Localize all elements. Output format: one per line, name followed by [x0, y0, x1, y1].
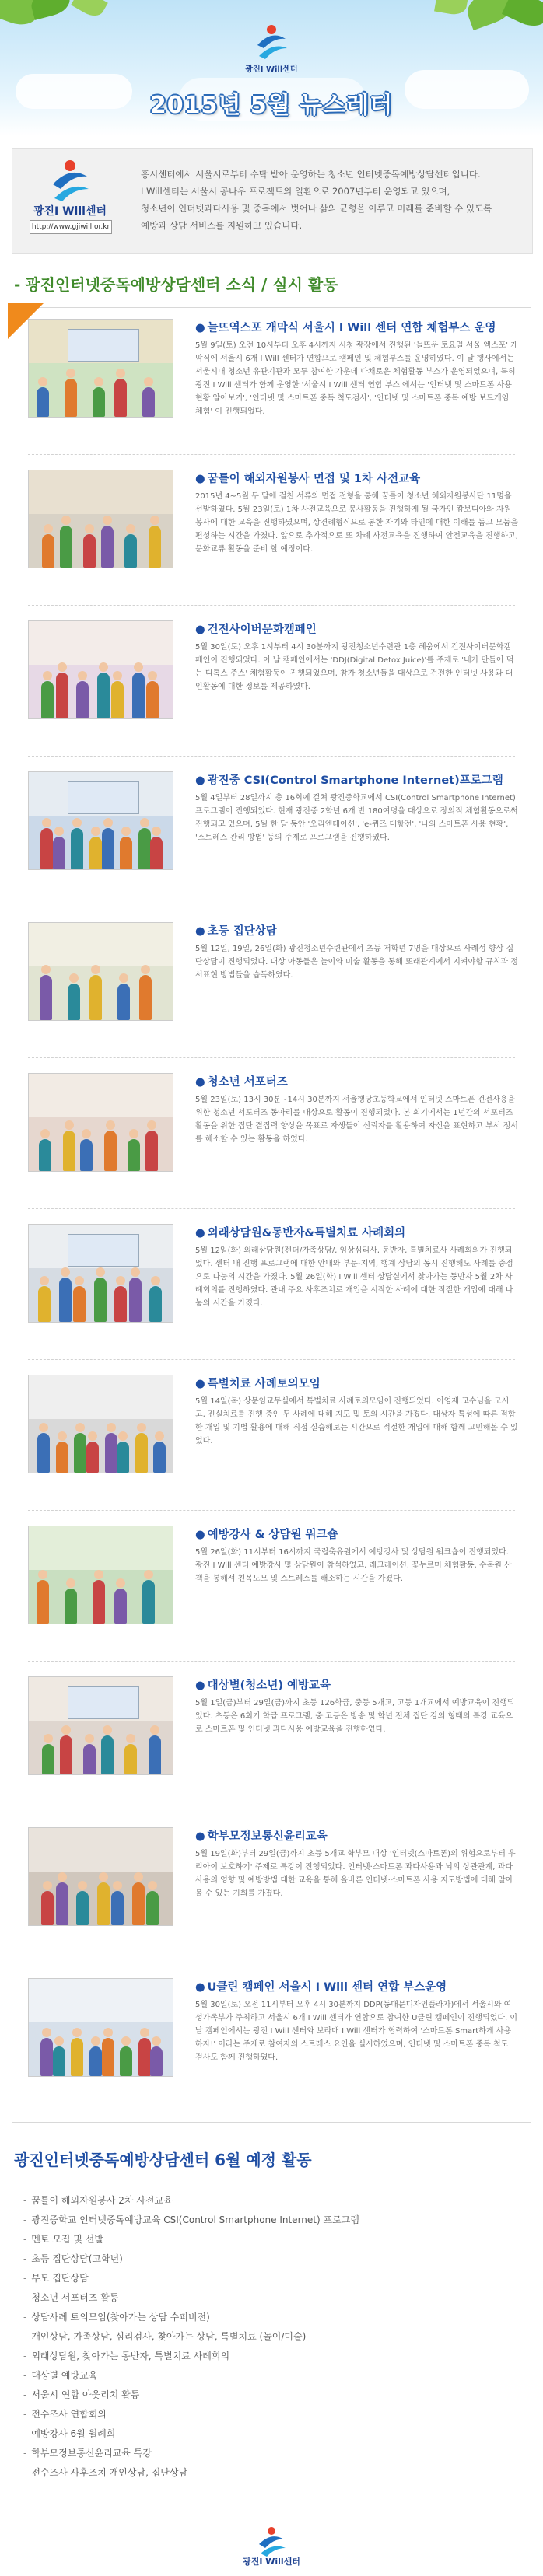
person-figure	[149, 526, 161, 568]
activity-title-text: 대상별(청소년) 예방교육	[207, 1679, 331, 1692]
june-plan-item	[23, 2386, 531, 2405]
person-figure	[129, 1278, 142, 1322]
bullet-icon: ●	[195, 774, 205, 787]
june-plan-item	[23, 2288, 531, 2308]
person-figure	[86, 1442, 99, 1473]
bullet-icon: ●	[195, 473, 205, 485]
activity-description: 5월 30일(토) 오전 11시부터 오후 4시 30분까지 DDP(동대문디자인플라자)에서 서울시와 여성가족부가 주최하고 서울시 6개 I Will 센터가 연합으로 참여한 U클린 캠페인이 진행되었다. 이 날 캠페인에서는 광진 I Will 센터와 보라매 I Will 센터가 협력하여 '스마트폰 Smart하게 사용하자!' 이라는 주제로 참여자의 스트레스 요인을 실시하였으며, 인터넷 및 스마트폰 중독 척도 검사도 함께 진행하였다.	[195, 2001, 518, 2062]
activity-description: 5월 23일(토) 13시 30분~14시 30분까지 서울행당초등학교에서 인터넷 스마트폰 건전사용을 위한 청소년 서포터즈 동아리를 대상으로 활동이 진행되었다. 본 회기에서는 1년간의 서포터즈 활동을 위한 집단 결집력 향상을 목표로 자생들이 신뢰자를 활용하여 자신을 표현하고 부서 정서를 해소할 수 있는 활동을 하였다.	[195, 1096, 518, 1144]
person-figure	[114, 1286, 127, 1322]
iwill-logo-icon	[225, 2525, 318, 2557]
person-figure	[124, 534, 137, 568]
person-figure	[76, 1891, 89, 1925]
activity-title-text: 초등 집단상담	[207, 925, 277, 938]
person-head	[43, 1881, 52, 1890]
person-figure	[117, 984, 130, 1020]
person-head	[141, 965, 150, 974]
activity-description: 2015년 4~5월 두 달에 걸친 서류와 면접 전형을 통해 꿈틀이 청소년 해외자원봉사단 11명을 선발하였다. 5월 23일(토) 1차 사전교육으로 봉사활동을 진행하게 될 국가인 캄보디아와 자원봉사에 대한 교육을 진행하였으며, 상견례형식으로 통한 자기와 타인에 대한 이해를 돕고 모둠을 편성하는 시간을 가졌다. 앞으로 추가적으로 또 차례 사전교육을 진행하여 안전교육을 진행하고, 문화교류 활동을 준비 할 예정이다.	[195, 492, 518, 554]
activity-title-text: 광진중 CSI(Control Smartphone Internet)프로그램	[207, 774, 503, 787]
intro-box	[12, 148, 533, 254]
person-figure	[41, 681, 54, 718]
activity-title	[195, 771, 518, 788]
person-figure	[53, 2046, 65, 2076]
dash-icon: -	[23, 2312, 27, 2323]
person-head	[38, 1570, 47, 1579]
dash-icon: -	[14, 275, 21, 294]
june-plan-item	[23, 2308, 531, 2327]
intro-line: 예방과 상담 서비스를 지원하고 있습니다.	[141, 220, 303, 231]
section-activities-title: 광진인터넷중독예방상담센터 소식 / 실시 활동	[25, 275, 338, 294]
activity-description: 5월 12일(화) 외래상담원(젠더/가족상담/, 임상심리사, 동반자, 특별치료사 사례회의가 진행되었다. 센터 내 진행 프로그램에 대한 안내와 부문-지역, 행계 상담의 동시 진행해도 사례를 중점으로 나눔의 시간을 가졌다. 5월 26일(화) I Will 센터 상담실에서 찾아가는 동반자 5월 2차 사례회의를 진행하였다. 관내 주요 사후조치로 개입을 시작한 사례에 대한 적절한 개입에 대해 나눔의 시간을 가졌다.	[195, 1246, 513, 1308]
newsletter-title: 2015년 5월 뉴스레터	[149, 92, 394, 119]
june-plan-text: 청소년 서포터즈 활동	[31, 2292, 119, 2303]
person-head	[147, 1120, 156, 1130]
bullet-icon: ●	[195, 1529, 205, 1541]
person-figure	[120, 2046, 132, 2076]
header-banner	[0, 0, 543, 136]
activity-title	[195, 319, 518, 335]
person-figure	[74, 1433, 86, 1473]
person-figure	[97, 673, 110, 718]
june-plan-text: 전수조사 사후조치 개인상담, 집단상담	[31, 2467, 188, 2478]
activity-photo	[28, 1375, 173, 1473]
person-figure	[135, 1433, 148, 1473]
activity-title	[195, 1375, 518, 1391]
activity-title-text: 학부모정보통신윤리교육	[207, 1830, 328, 1843]
photo-screen	[68, 1686, 139, 1719]
person-figure	[42, 534, 54, 568]
person-head	[126, 1734, 135, 1743]
person-head	[65, 1120, 74, 1130]
person-figure	[56, 1442, 68, 1473]
dash-icon: -	[23, 2428, 27, 2439]
leaf-decoration	[434, 0, 468, 16]
activity-item	[12, 1967, 531, 2118]
dash-icon: -	[23, 2467, 27, 2478]
person-head	[126, 524, 135, 533]
activity-title-text: 예방강사 & 상담원 워크숍	[207, 1529, 338, 1541]
june-plan-text: 멘토 모집 및 선발	[31, 2234, 103, 2245]
person-figure	[60, 1735, 72, 1774]
activity-photo	[28, 1676, 173, 1775]
person-head	[58, 1872, 67, 1882]
person-head	[103, 1725, 112, 1735]
activity-photo	[28, 922, 173, 1021]
dash-icon: -	[23, 2409, 27, 2420]
person-figure	[37, 387, 49, 417]
person-figure	[63, 1131, 75, 1171]
person-figure	[142, 1580, 155, 1624]
photo-background	[29, 1375, 173, 1473]
iwill-logo-icon	[23, 158, 117, 203]
activity-description: 5월 19일(화)부터 29일(금)까지 초등 5개교 학부모 대상 '인터넷(스마트폰)의 위험으로부터 우리아이 보호하기' 주제로 특강이 진행되었다. 인터넷·스마트폰 과다사용과 뇌의 상관관계, 과다사용의 영향 및 예방방법 대한 교육을 통해 올바른 인터넷·스마트폰 사용 지도방법에 대해 알아볼 수 있는 기회를 가졌다.	[195, 1850, 516, 1898]
item-divider	[28, 1510, 515, 1511]
dash-icon: -	[23, 2448, 27, 2459]
june-plan-text: 학부모정보통신윤리교육 특강	[31, 2448, 152, 2459]
bullet-icon: ●	[195, 1227, 205, 1239]
person-figure	[37, 1580, 49, 1624]
person-head	[42, 818, 51, 827]
person-figure	[97, 1882, 110, 1925]
june-plan-text: 전수조사 연합회의	[31, 2409, 107, 2420]
intro-text	[141, 166, 514, 234]
person-head	[137, 1423, 146, 1432]
person-figure	[153, 1442, 166, 1473]
person-figure	[104, 1131, 117, 1171]
person-figure	[128, 1139, 140, 1171]
activity-item	[12, 610, 531, 760]
june-plan-item	[23, 2269, 531, 2288]
bullet-icon: ●	[195, 1378, 205, 1390]
person-figure	[40, 2038, 53, 2076]
person-head	[66, 1578, 75, 1588]
activity-title	[195, 620, 518, 637]
june-plan-text: 서울시 연합 아웃리치 활동	[31, 2389, 140, 2400]
person-figure	[56, 1882, 68, 1925]
center-url-link[interactable]: http://www.gjiwill.or.kr	[30, 220, 112, 234]
june-plan-item	[23, 2405, 531, 2424]
person-figure	[139, 975, 152, 1020]
item-divider	[28, 1057, 515, 1058]
activity-photo	[28, 1224, 173, 1323]
bullet-icon: ●	[195, 1830, 205, 1843]
item-divider	[28, 756, 515, 757]
person-head	[40, 1129, 50, 1138]
activities-box	[12, 307, 531, 2123]
leaf-decoration	[502, 0, 543, 32]
photo-screen	[68, 329, 139, 362]
person-head	[58, 1431, 67, 1441]
person-head	[106, 1120, 115, 1130]
person-figure	[124, 1744, 137, 1774]
activity-title-text: 청소년 서포터즈	[207, 1076, 288, 1089]
person-figure	[93, 387, 105, 417]
activity-title	[195, 922, 518, 938]
person-head	[103, 2028, 113, 2037]
activity-description: 5월 1일(금)부터 29일(금)까지 초등 126학급, 중등 5개교, 고등 1개교에서 예방교육이 진행되었다. 초등은 6회기 학급 프로그램, 중·고등은 방송 및 학년 전체 집단 강의 형태의 특강 교육으로 스마트폰 및 인터넷 과다사용 예방교육을 진행하였다.	[195, 1699, 515, 1734]
person-head	[116, 1578, 125, 1588]
dash-icon: -	[23, 2214, 27, 2225]
activity-title	[195, 1224, 518, 1240]
person-figure	[149, 1286, 162, 1322]
person-head	[44, 524, 53, 533]
bullet-icon: ●	[195, 1981, 205, 1994]
header-logo	[240, 22, 303, 76]
section-june-heading: 광진인터넷중독예방상담센터 6월 예정 활동	[14, 2151, 312, 2169]
person-head	[94, 1570, 103, 1579]
person-head	[66, 369, 75, 378]
person-figure	[83, 1744, 96, 1774]
activity-title	[195, 1676, 518, 1693]
dash-icon: -	[23, 2370, 27, 2381]
intro-line: 청소년이 인터넷과다사용 및 중독에서 벗어나 삶의 균형을 이루고 미래를 준비할 수 있도록	[141, 203, 492, 214]
activity-photo	[28, 470, 173, 568]
dash-icon: -	[23, 2331, 27, 2342]
june-plan-item	[23, 2230, 531, 2249]
bullet-icon: ●	[195, 322, 205, 334]
activity-title-text: 특별치료 사례토의모임	[207, 1378, 321, 1390]
june-plan-item	[23, 2463, 531, 2483]
intro-line: I Will센터는 서울시 공나우 프로젝트의 일환으로 2007년부터 운영되고 있으며,	[141, 186, 450, 197]
dash-icon: -	[23, 2273, 27, 2284]
person-head	[150, 1725, 159, 1735]
dash-icon: -	[23, 2195, 27, 2206]
person-figure	[120, 837, 132, 869]
activity-title-text: 꿈틀이 해외자원봉사 면접 및 1차 사전교육	[207, 473, 421, 485]
person-figure	[38, 1286, 51, 1322]
june-plan-text: 예방강사 6월 월례회	[31, 2428, 116, 2439]
person-head	[54, 2036, 64, 2046]
activity-photo	[28, 1978, 173, 2077]
person-head	[40, 1276, 49, 1285]
person-head	[144, 1570, 153, 1579]
person-figure	[93, 1580, 105, 1624]
person-head	[69, 973, 79, 983]
person-head	[85, 524, 94, 533]
footer-logo	[225, 2525, 318, 2572]
person-head	[134, 1872, 143, 1882]
person-figure	[114, 379, 127, 417]
person-head	[58, 662, 67, 672]
person-figure	[42, 1744, 54, 1774]
june-plan-text: 대상별 예방교육	[31, 2370, 98, 2381]
person-figure	[89, 837, 102, 869]
item-divider	[28, 1208, 515, 1209]
june-plan-text: 꿈틀이 해외자원봉사 2차 사전교육	[31, 2195, 173, 2206]
activity-description: 5월 26일(화) 11시부터 16시까지 국립축유원에서 예방강사 및 상담원 워크숍이 진행되었다. 광진 I Will 센터 예방강사 및 상담원이 참석하였고, 레크레이션, 꽃누르미 체험활동, 수목원 산책을 통해서 친목도모 및 스트레스를 해소하는 시간을 가졌다.	[195, 1548, 512, 1583]
activity-photo	[28, 620, 173, 719]
dash-icon: -	[23, 2253, 27, 2264]
june-plan-item	[23, 2424, 531, 2444]
person-head	[61, 516, 71, 525]
person-head	[39, 1423, 48, 1432]
activity-photo	[28, 319, 173, 418]
person-figure	[145, 1131, 158, 1171]
item-divider	[28, 1661, 515, 1662]
person-head	[119, 973, 128, 983]
dash-icon: -	[23, 2389, 27, 2400]
person-figure	[132, 673, 145, 718]
activity-item	[12, 911, 531, 1062]
person-figure	[60, 526, 72, 568]
person-head	[134, 662, 143, 672]
person-head	[38, 377, 47, 386]
iwill-logo-icon	[240, 22, 303, 62]
footer-logo-name: 광진I Will센터	[243, 2557, 300, 2567]
person-head	[103, 818, 113, 827]
activity-title-text: 외래상담원&동반자&특별치료 사례회의	[207, 1227, 406, 1239]
june-plan-box	[12, 2183, 531, 2518]
person-figure	[146, 1891, 159, 1925]
person-figure	[111, 1891, 124, 1925]
person-head	[150, 516, 159, 525]
activity-description: 5월 4일부터 28일까지 총 16회에 걸쳐 광진중학교에서 CSI(Control Smartphone Internet) 프로그램이 진행되었다. 현재 광진중 2학년 6개 반 180여명을 대상으로 장의적 체험활동으로써 진행되고 있으며, 5월 한 달 동안 '오리엔테이션', 'e-퀴즈 대항전', '나의 스마트폰 사용 현황', '스트레스 관리 방법' 등의 주제로 프로그램을 진행하였다.	[195, 794, 518, 842]
person-head	[91, 2036, 100, 2046]
person-head	[82, 1129, 91, 1138]
activity-item	[12, 1213, 531, 1364]
item-divider	[28, 605, 515, 606]
person-head	[103, 516, 112, 525]
leaf-decoration	[71, 0, 108, 20]
activity-item	[12, 760, 531, 911]
activity-item	[12, 308, 531, 459]
dash-icon: -	[23, 2234, 27, 2245]
person-head	[44, 1734, 53, 1743]
june-plan-text: 개인상담, 가족상담, 심리검사, 찾아가는 상담, 특별치료 (놀이/미술)	[31, 2331, 307, 2342]
person-figure	[59, 1278, 72, 1322]
person-head	[140, 2028, 149, 2037]
person-figure	[146, 681, 159, 718]
activity-item	[12, 1816, 531, 1967]
activity-title	[195, 470, 518, 486]
intro-logo-name: 광진I Will센터	[33, 205, 107, 218]
person-figure	[89, 975, 102, 1020]
person-figure	[40, 828, 53, 869]
june-plan-item	[23, 2444, 531, 2463]
person-figure	[37, 1433, 50, 1473]
person-figure	[53, 837, 65, 869]
person-figure	[132, 1882, 145, 1925]
header-logo-name: 광진I Will센터	[245, 65, 298, 74]
activity-item	[12, 1665, 531, 1816]
person-figure	[71, 2038, 83, 2076]
activity-item	[12, 1364, 531, 1515]
june-plan-text: 부모 집단상담	[31, 2273, 89, 2284]
person-head	[61, 1725, 71, 1735]
activity-title	[195, 1073, 518, 1089]
person-figure	[76, 681, 89, 718]
person-figure	[73, 1286, 86, 1322]
person-figure	[138, 2038, 151, 2076]
june-plan-text: 상담사례 토의모임(찾아가는 상담 수퍼비전)	[31, 2312, 210, 2323]
person-figure	[101, 1735, 114, 1774]
person-figure	[117, 1442, 129, 1473]
dash-icon: -	[23, 2292, 27, 2303]
person-figure	[111, 681, 124, 718]
june-plan-item	[23, 2249, 531, 2269]
person-head	[99, 662, 108, 672]
intro-logo	[23, 158, 117, 243]
activity-description: 5월 12일, 19일, 26일(화) 광진청소년수련관에서 초등 저학년 7명을 대상으로 사례성 향상 집단상담이 진행되었다. 대상 아동들은 놀이와 미술 활동을 통해 또래관계에서 지켜야할 규칙과 정서표현 방법들을 습득하였다.	[195, 945, 518, 980]
activity-title-text: U클린 캠페인 서울시 I Will 센터 연합 부스운영	[207, 1981, 447, 1994]
june-plan-item	[23, 2366, 531, 2386]
bullet-icon: ●	[195, 1076, 205, 1089]
activity-item	[12, 459, 531, 610]
person-figure	[39, 1139, 51, 1171]
activity-description: 5월 30일(토) 오후 1시부터 4시 30분까지 광진청소년수련관 1층 혜움에서 건전사이버문화캠페인이 진행되었다. 이 날 캠페인에서는 'DDJ(Digital Detox Juice)'를 주제로 '내가 만들어 먹는 디톡스 주스' 체험활동이 진행되었으며, 참가 청소년들을 대상으로 건전한 인터넷 사용과 대인활동에 대한 정보를 제공하였다.	[195, 643, 514, 691]
intro-line: 홍시센터에서 서울시로부터 수탁 받아 운영하는 청소년 인터넷중독예방상담센터입니다.	[141, 169, 481, 180]
june-plan-text: 외래상담원, 찾아가는 동반자, 특별치료 사례회의	[31, 2351, 230, 2361]
activity-title-text: 건전사이버문화캠페인	[207, 624, 317, 636]
person-figure	[101, 526, 114, 568]
person-head	[144, 377, 153, 386]
person-head	[43, 671, 52, 680]
person-head	[42, 2028, 51, 2037]
person-head	[99, 1872, 108, 1882]
person-figure	[150, 837, 163, 869]
person-head	[96, 1267, 105, 1277]
activity-item	[12, 1062, 531, 1213]
photo-screen	[68, 1234, 139, 1267]
activity-title	[195, 1978, 518, 1994]
person-figure	[102, 2038, 114, 2076]
section-activities-heading	[14, 272, 338, 295]
june-plan-text: 초등 집단상담(고학년)	[31, 2253, 123, 2264]
person-figure	[94, 1278, 107, 1322]
person-figure	[105, 1433, 117, 1473]
person-head	[140, 818, 149, 827]
person-figure	[68, 984, 80, 1020]
person-figure	[65, 1589, 77, 1624]
june-plan-text: 광진중학교 인터넷중독예방교육 CSI(Control Smartphone Internet) 프로그램	[31, 2214, 359, 2225]
person-figure	[89, 2046, 102, 2076]
person-head	[129, 1129, 138, 1138]
person-figure	[138, 828, 151, 869]
person-figure	[65, 379, 77, 417]
item-divider	[28, 454, 515, 455]
person-figure	[114, 1589, 127, 1624]
activity-photo	[28, 1526, 173, 1624]
person-figure	[40, 975, 52, 1020]
activity-title	[195, 1827, 518, 1844]
person-head	[116, 369, 125, 378]
june-plan-item	[23, 2211, 531, 2230]
person-head	[91, 827, 100, 836]
activity-photo	[28, 1073, 173, 1172]
person-figure	[150, 2046, 163, 2076]
person-figure	[142, 387, 155, 417]
person-head	[107, 1423, 116, 1432]
person-head	[61, 1267, 70, 1277]
bullet-icon: ●	[195, 1679, 205, 1692]
bullet-icon: ●	[195, 624, 205, 636]
activity-item	[12, 1515, 531, 1665]
activity-photo	[28, 771, 173, 870]
person-head	[54, 827, 64, 836]
person-head	[91, 965, 100, 974]
person-figure	[83, 534, 96, 568]
dash-icon: -	[23, 2351, 27, 2361]
activity-title-text: 늘뜨역스포 개막식 서울시 I Will 센터 연합 체험부스 운영	[207, 322, 496, 334]
person-head	[88, 1431, 97, 1441]
june-plan-list	[12, 2183, 531, 2483]
bullet-icon: ●	[195, 925, 205, 938]
leaf-decoration	[29, 0, 73, 20]
person-head	[41, 965, 51, 974]
person-figure	[102, 828, 114, 869]
person-figure	[80, 1139, 93, 1171]
person-head	[131, 1267, 140, 1277]
item-divider	[28, 1359, 515, 1360]
photo-screen	[68, 781, 139, 814]
person-head	[85, 1734, 94, 1743]
person-figure	[56, 673, 68, 718]
person-figure	[41, 1891, 54, 1925]
june-plan-item	[23, 2347, 531, 2366]
person-figure	[149, 1735, 161, 1774]
person-figure	[71, 828, 83, 869]
activity-description: 5월 14일(목) 상문임교무실에서 특별치료 사례토의모임이 진행되었다. 이영재 교수님을 모시고, 진실치료를 진행 중인 두 사례에 대해 지도 및 토의 시간을 가졌다. 대상자 특성에 따른 적합한 개입 및 기법 활용에 대해 직접 실습해보는 시간으로 적절한 개입에 대해 함께 고민해볼 수 있었다.	[195, 1397, 518, 1445]
activity-title	[195, 1526, 518, 1542]
activity-photo	[28, 1827, 173, 1926]
person-head	[94, 377, 103, 386]
june-plan-item	[23, 2191, 531, 2211]
june-plan-item	[23, 2327, 531, 2347]
activity-description: 5월 9일(토) 오전 10시부터 오후 4시까지 시청 광장에서 진행된 '늘뜨운 토요일 서울 엑스포' 개막식에 서울시 6개 I Will 센터가 연합으로 캠페인 및 체험부스를 운영하였다. 이 날 행사에서는 서울시내 청소년 유관기관과 모두 참여한 가운데 다채로운 체험활동 부스가 운영되었으며, 특히 광진 I Will 센터가 함께 운영한 '서울시 I Will 센터 연합 부스'에서는 '인터넷 및 스마트폰 사용 현황 알아보기', '인터넷 및 스마트폰 중독 척도검사', '인터넷 및 스마트폰 중독 예방 보드게임 체험' 이 진행되었다.	[195, 341, 518, 416]
